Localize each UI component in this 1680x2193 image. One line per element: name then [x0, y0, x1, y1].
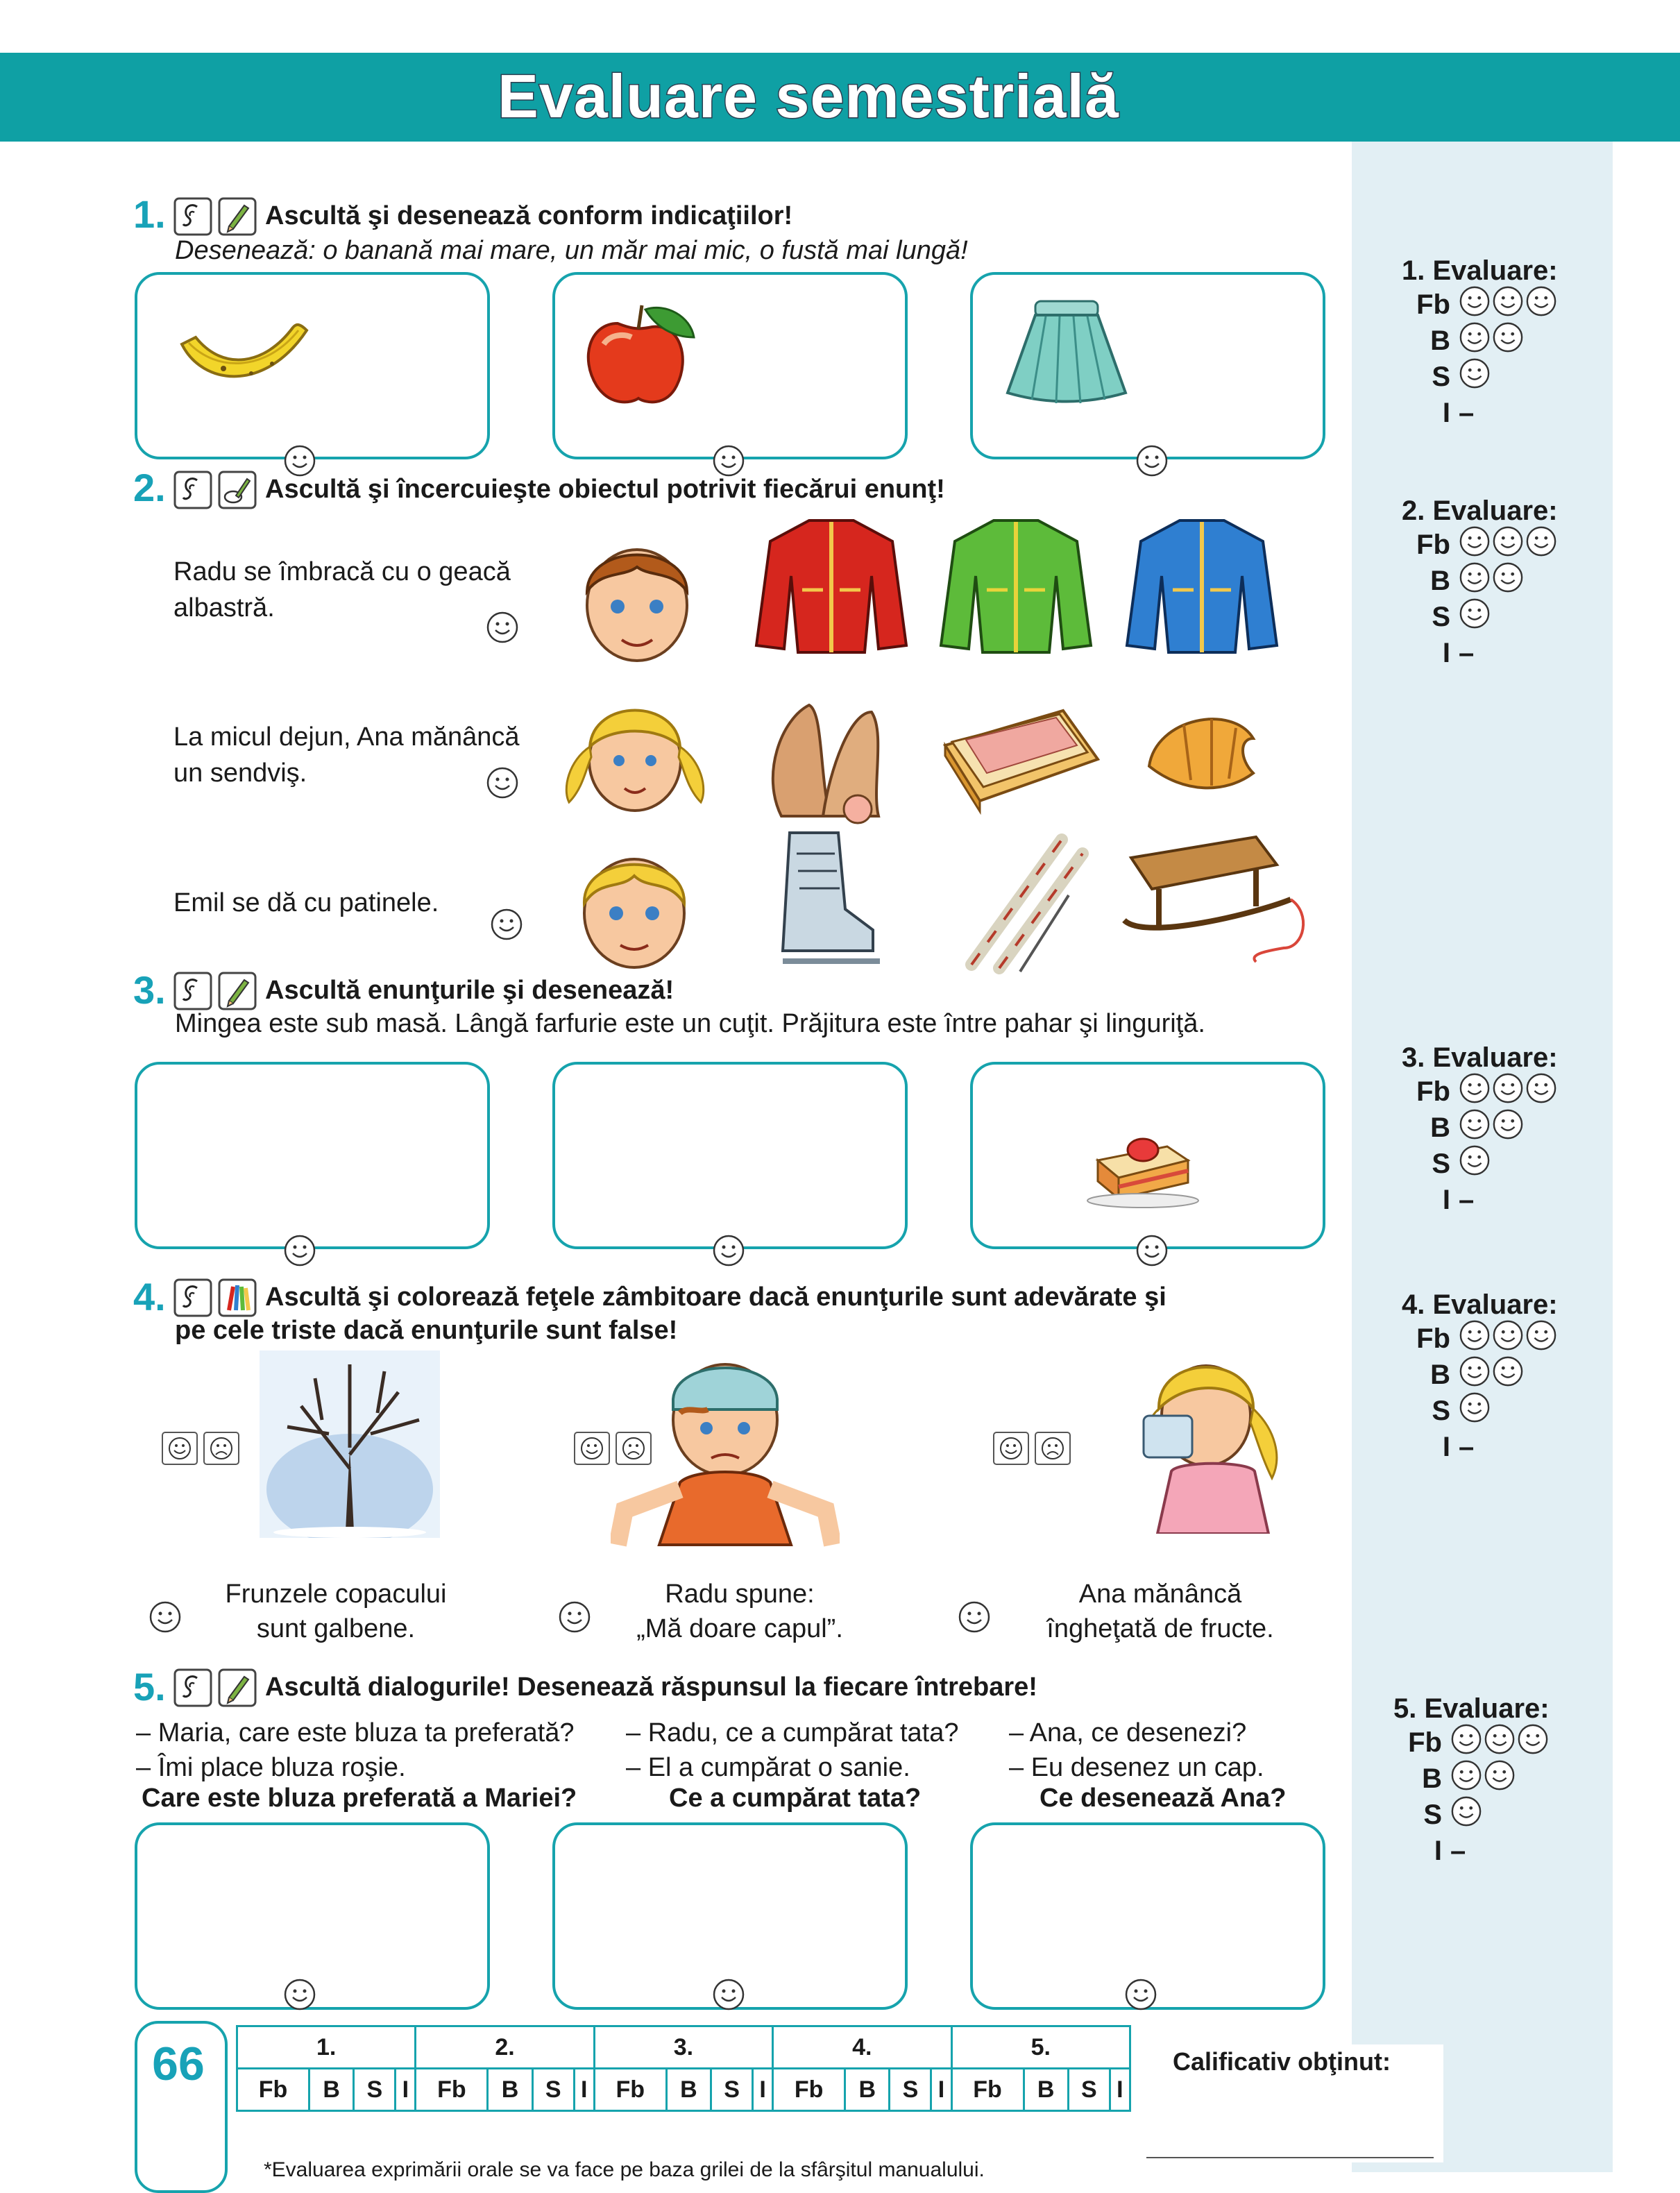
smiley-icon[interactable] [1492, 285, 1524, 324]
level-label: I [1434, 1835, 1442, 1866]
listen-icon [173, 1668, 212, 1711]
banana-image [175, 303, 314, 400]
level-label: I [1442, 637, 1450, 668]
exercise-1-number: 1. [133, 192, 166, 236]
evaluation-title: 3. Evaluare: [1402, 1042, 1558, 1073]
smiley-icon[interactable] [1492, 525, 1524, 564]
caption-1 [197, 1577, 475, 1646]
smiley-icon[interactable] [1484, 1723, 1516, 1762]
grid-cell[interactable]: S [711, 2069, 753, 2111]
crayons-icon [218, 1278, 257, 1321]
caption-line: Frunzele copacului [225, 1580, 447, 1609]
grid-cell[interactable]: I [396, 2069, 416, 2111]
girl-face-image [555, 691, 715, 816]
grid-cell[interactable]: I [753, 2069, 773, 2111]
exercise-3-title: Ascultă enunţurile şi desenează! [265, 976, 674, 1005]
evaluation-level-row [1402, 1110, 1559, 1146]
cake-image [1084, 1119, 1202, 1209]
evaluation-title: 2. Evaluare: [1402, 496, 1558, 526]
smiley-icon[interactable] [1459, 321, 1491, 360]
true-false-faces[interactable] [992, 1430, 1076, 1468]
smiley-icon[interactable] [1492, 1355, 1524, 1394]
ana-drinking-image [1095, 1339, 1289, 1534]
smiley-icon[interactable] [1459, 598, 1491, 636]
smiley-icon[interactable] [283, 1234, 316, 1267]
grid-cell[interactable]: Fb [237, 2069, 309, 2111]
evaluation-level-row [1402, 1182, 1559, 1218]
smiley-icon[interactable] [1484, 1759, 1516, 1798]
apple-image [576, 296, 715, 414]
level-label: Fb [1416, 1323, 1450, 1354]
smiley-icon[interactable] [712, 1234, 745, 1267]
statement-line: albastră. [173, 593, 275, 623]
caption-line: îngheţată de fructe. [1046, 1614, 1274, 1643]
evaluation-level-row [1402, 1146, 1559, 1182]
dash: – [1459, 397, 1475, 428]
level-label: B [1430, 325, 1450, 356]
evaluation-level-row [1393, 1725, 1550, 1761]
evaluation-level-row [1402, 527, 1559, 563]
level-label: S [1432, 361, 1450, 392]
evaluation-scale [1402, 1321, 1559, 1465]
drawing-box-apple[interactable] [552, 272, 908, 459]
grid-column-label: 2. [416, 2026, 594, 2069]
statement-line: un sendviş. [173, 759, 307, 788]
level-label: I [1442, 1184, 1450, 1215]
result-line[interactable] [1146, 2157, 1434, 2158]
smiley-icon[interactable] [1459, 1072, 1491, 1111]
level-label: S [1432, 601, 1450, 632]
exercise-2-number: 2. [133, 466, 166, 509]
level-label: S [1432, 1148, 1450, 1179]
grid-cell[interactable]: Fb [416, 2069, 488, 2111]
evaluation-level-row [1393, 1833, 1550, 1869]
evaluation-level-row [1402, 359, 1559, 395]
exercise-5-number: 5. [133, 1665, 166, 1709]
grid-cell[interactable]: I [1110, 2069, 1130, 2111]
smiley-icon[interactable] [1124, 1978, 1157, 2011]
grid-level-row [237, 2069, 1130, 2111]
level-label: S [1423, 1799, 1442, 1830]
grid-cell[interactable]: I [931, 2069, 951, 2111]
evaluation-block-4 [1402, 1289, 1559, 1465]
dash: – [1459, 1431, 1475, 1462]
caption-line: Radu spune: [665, 1580, 815, 1609]
dash: – [1459, 1184, 1475, 1215]
evaluation-scale [1393, 1725, 1550, 1869]
smiley-icon[interactable] [1459, 561, 1491, 600]
grid-cell[interactable]: S [890, 2069, 931, 2111]
level-label: I [1442, 397, 1450, 428]
smiley-icon[interactable] [1492, 561, 1524, 600]
listen-icon [173, 1278, 212, 1321]
exercise-4-title-line2: pe cele triste dacă enunţurile sunt false! [175, 1316, 678, 1345]
evaluation-level-row [1402, 323, 1559, 359]
evaluation-title: 5. Evaluare: [1393, 1693, 1550, 1724]
grid-cell[interactable]: I [574, 2069, 594, 2111]
emil-face-image [572, 841, 697, 973]
grid-column-label: 4. [773, 2026, 951, 2069]
evaluation-title: 1. Evaluare: [1402, 255, 1558, 286]
pencil-icon [218, 1668, 257, 1711]
smiley-icon[interactable] [283, 1978, 316, 2011]
evaluation-scale [1402, 287, 1559, 431]
evaluation-level-row [1402, 1074, 1559, 1110]
level-label: B [1422, 1763, 1442, 1794]
green-jacket-image [938, 514, 1094, 659]
evaluation-block-1 [1402, 255, 1559, 431]
smiley-icon[interactable] [1135, 1234, 1169, 1267]
grid-cell[interactable]: B [845, 2069, 890, 2111]
winter-tree-image [260, 1350, 440, 1538]
evaluation-level-row [1402, 1321, 1559, 1357]
level-label: B [1430, 1359, 1450, 1390]
smiley-icon[interactable] [1492, 321, 1524, 360]
statement-line: La micul dejun, Ana mănâncă [173, 722, 520, 752]
smiley-icon[interactable] [283, 444, 316, 477]
caption-line: sunt galbene. [256, 1614, 416, 1643]
smiley-icon[interactable] [1517, 1723, 1549, 1762]
exercise-5-title: Ascultă dialogurile! Desenează răspunsul la fiecare întrebare! [265, 1673, 1037, 1702]
grid-cell[interactable]: Fb [594, 2069, 666, 2111]
dash: – [1459, 637, 1475, 668]
caption-2 [601, 1577, 879, 1646]
dialog-2 [626, 1716, 959, 1785]
smiley-icon[interactable] [1492, 1108, 1524, 1147]
skirt-image [994, 296, 1132, 414]
grid-cell[interactable]: S [354, 2069, 396, 2111]
grid-cell[interactable]: S [532, 2069, 574, 2111]
question-3: Ce desenează Ana? [1040, 1784, 1287, 1813]
drawing-box[interactable] [552, 1062, 908, 1249]
question-2: Ce a cumpărat tata? [669, 1784, 922, 1813]
dialog-1 [136, 1716, 575, 1785]
caption-3 [1021, 1577, 1299, 1646]
dialog-answer: – Îmi place bluza roşie. [136, 1753, 406, 1782]
grid-cell[interactable]: Fb [951, 2069, 1024, 2111]
level-label: Fb [1416, 1076, 1450, 1107]
result-label: Calificativ obţinut: [1173, 2047, 1391, 2076]
croissant-image [1142, 697, 1260, 801]
evaluation-scale [1402, 1074, 1559, 1218]
smiley-icon[interactable] [1459, 525, 1491, 564]
smiley-icon[interactable] [1135, 444, 1169, 477]
exercise-3-number: 3. [133, 968, 166, 1012]
red-jacket-image [754, 514, 909, 659]
smiley-icon[interactable] [149, 1600, 182, 1634]
evaluation-level-row [1402, 287, 1559, 323]
skis-image [951, 826, 1089, 979]
grading-grid [236, 2025, 1131, 2112]
boy-face-image [568, 529, 706, 668]
evaluation-level-row [1402, 1357, 1559, 1393]
grid-cell[interactable]: S [1068, 2069, 1110, 2111]
grid-cell[interactable]: Fb [773, 2069, 845, 2111]
pencil-icon [218, 972, 257, 1014]
exercise-4-number: 4. [133, 1275, 166, 1319]
smiley-icon[interactable] [490, 908, 523, 941]
true-false-faces[interactable] [161, 1430, 244, 1468]
statement-3 [173, 888, 439, 918]
evaluation-level-row [1402, 395, 1559, 431]
circle-pencil-icon [218, 471, 257, 513]
listen-icon [173, 972, 212, 1014]
smiley-icon[interactable] [712, 1978, 745, 2011]
drawing-box[interactable] [970, 1062, 1325, 1249]
dialog-answer: – El a cumpărat o sanie. [626, 1753, 910, 1782]
grid-cell[interactable]: B [488, 2069, 532, 2111]
evaluation-level-row [1402, 1393, 1559, 1429]
level-label: Fb [1416, 529, 1450, 560]
level-label: S [1432, 1395, 1450, 1426]
page-number: 66 [152, 2038, 205, 2090]
evaluation-scale [1402, 527, 1559, 671]
smiley-icon[interactable] [1450, 1795, 1482, 1834]
smiley-icon[interactable] [1492, 1072, 1524, 1111]
level-label: B [1430, 565, 1450, 596]
level-label: I [1442, 1431, 1450, 1462]
dialog-answer: – Eu desenez un cap. [1009, 1753, 1264, 1782]
dialog-question: – Maria, care este bluza ta preferată? [136, 1718, 575, 1747]
level-label: Fb [1408, 1727, 1442, 1758]
caption-line: „Mă doare capul”. [636, 1614, 843, 1643]
radu-headache-image [611, 1344, 840, 1552]
smiley-icon[interactable] [1459, 285, 1491, 324]
grid-column-label: 5. [951, 2026, 1130, 2069]
evaluation-block-2 [1402, 496, 1559, 671]
pencil-icon [218, 197, 257, 239]
evaluation-title: 4. Evaluare: [1402, 1289, 1558, 1320]
grid-column-label: 1. [237, 2026, 416, 2069]
blue-jacket-image [1124, 514, 1280, 659]
evaluation-level-row [1402, 635, 1559, 671]
dialog-3 [1009, 1716, 1264, 1785]
statement-line: Radu se îmbracă cu o geacă [173, 557, 511, 586]
exercise-4-title-line1: Ascultă şi colorează feţele zâmbitoare dacă enunţurile sunt adevărate şi [265, 1282, 1166, 1312]
drawing-box-skirt[interactable] [970, 272, 1325, 459]
smiley-icon[interactable] [1492, 1319, 1524, 1358]
drawing-box-banana[interactable] [135, 272, 490, 459]
smiley-icon[interactable] [1459, 357, 1491, 396]
drawing-box[interactable] [135, 1062, 490, 1249]
grid-cell[interactable]: B [309, 2069, 354, 2111]
smiley-icon[interactable] [1459, 1355, 1491, 1394]
grid-header-row [237, 2026, 1130, 2069]
smiley-icon[interactable] [1525, 1319, 1557, 1358]
evaluation-block-3 [1402, 1042, 1559, 1218]
listen-icon [173, 197, 212, 239]
statement-2 [173, 719, 520, 791]
page-title: Evaluare semestrială [498, 62, 1119, 130]
evaluation-level-row [1393, 1797, 1550, 1833]
evaluation-level-row [1402, 563, 1559, 599]
statement-1 [173, 554, 511, 626]
exercise-3-subtitle: Mingea este sub masă. Lângă farfurie este un cuţit. Prăjitura este între pahar şi linguriţă. [175, 1009, 1205, 1038]
smiley-icon[interactable] [1459, 1108, 1491, 1147]
smiley-icon[interactable] [1459, 1319, 1491, 1358]
smiley-icon[interactable] [486, 611, 519, 644]
grid-cell[interactable]: B [1024, 2069, 1068, 2111]
evaluation-level-row [1393, 1761, 1550, 1797]
smiley-icon[interactable] [1450, 1759, 1482, 1798]
exercise-1-title: Ascultă şi desenează conform indicaţiilor! [265, 201, 793, 230]
smiley-icon[interactable] [1459, 1144, 1491, 1183]
evaluation-level-row [1402, 1429, 1559, 1465]
exercise-1-subtitle: Desenează: o banană mai mare, un măr mai mic, o fustă mai lungă! [175, 236, 968, 265]
smiley-icon[interactable] [486, 766, 519, 799]
grid-cell[interactable]: B [666, 2069, 711, 2111]
dialog-question: – Ana, ce desenezi? [1009, 1718, 1247, 1747]
evaluation-block-5 [1393, 1693, 1550, 1869]
dialog-question: – Radu, ce a cumpărat tata? [626, 1718, 959, 1747]
statement-line: Emil se dă cu patinele. [173, 888, 439, 917]
skates-image [762, 826, 894, 979]
smiley-icon[interactable] [558, 1600, 591, 1634]
smiley-icon[interactable] [712, 444, 745, 477]
listen-icon [173, 471, 212, 513]
sled-image [1117, 830, 1318, 969]
smiley-icon[interactable] [1459, 1391, 1491, 1430]
smiley-icon[interactable] [1525, 285, 1557, 324]
smiley-icon[interactable] [1525, 1072, 1557, 1111]
level-label: B [1430, 1112, 1450, 1143]
exercise-2-title: Ascultă şi încercuieşte obiectul potrivit fiecărui enunţ! [265, 475, 945, 504]
smiley-icon[interactable] [958, 1600, 991, 1634]
caption-line: Ana mănâncă [1078, 1580, 1242, 1609]
sausages-image [754, 691, 913, 830]
question-1: Care este bluza preferată a Mariei? [142, 1784, 577, 1813]
grid-column-label: 3. [594, 2026, 772, 2069]
dash: – [1450, 1835, 1466, 1866]
smiley-icon[interactable] [1525, 525, 1557, 564]
sandwich-image [938, 697, 1105, 815]
evaluation-level-row [1402, 599, 1559, 635]
level-label: Fb [1416, 289, 1450, 320]
footnote: *Evaluarea exprimării orale se va face pe baza grilei de la sfârşitul manualului. [264, 2158, 985, 2181]
smiley-icon[interactable] [1450, 1723, 1482, 1762]
